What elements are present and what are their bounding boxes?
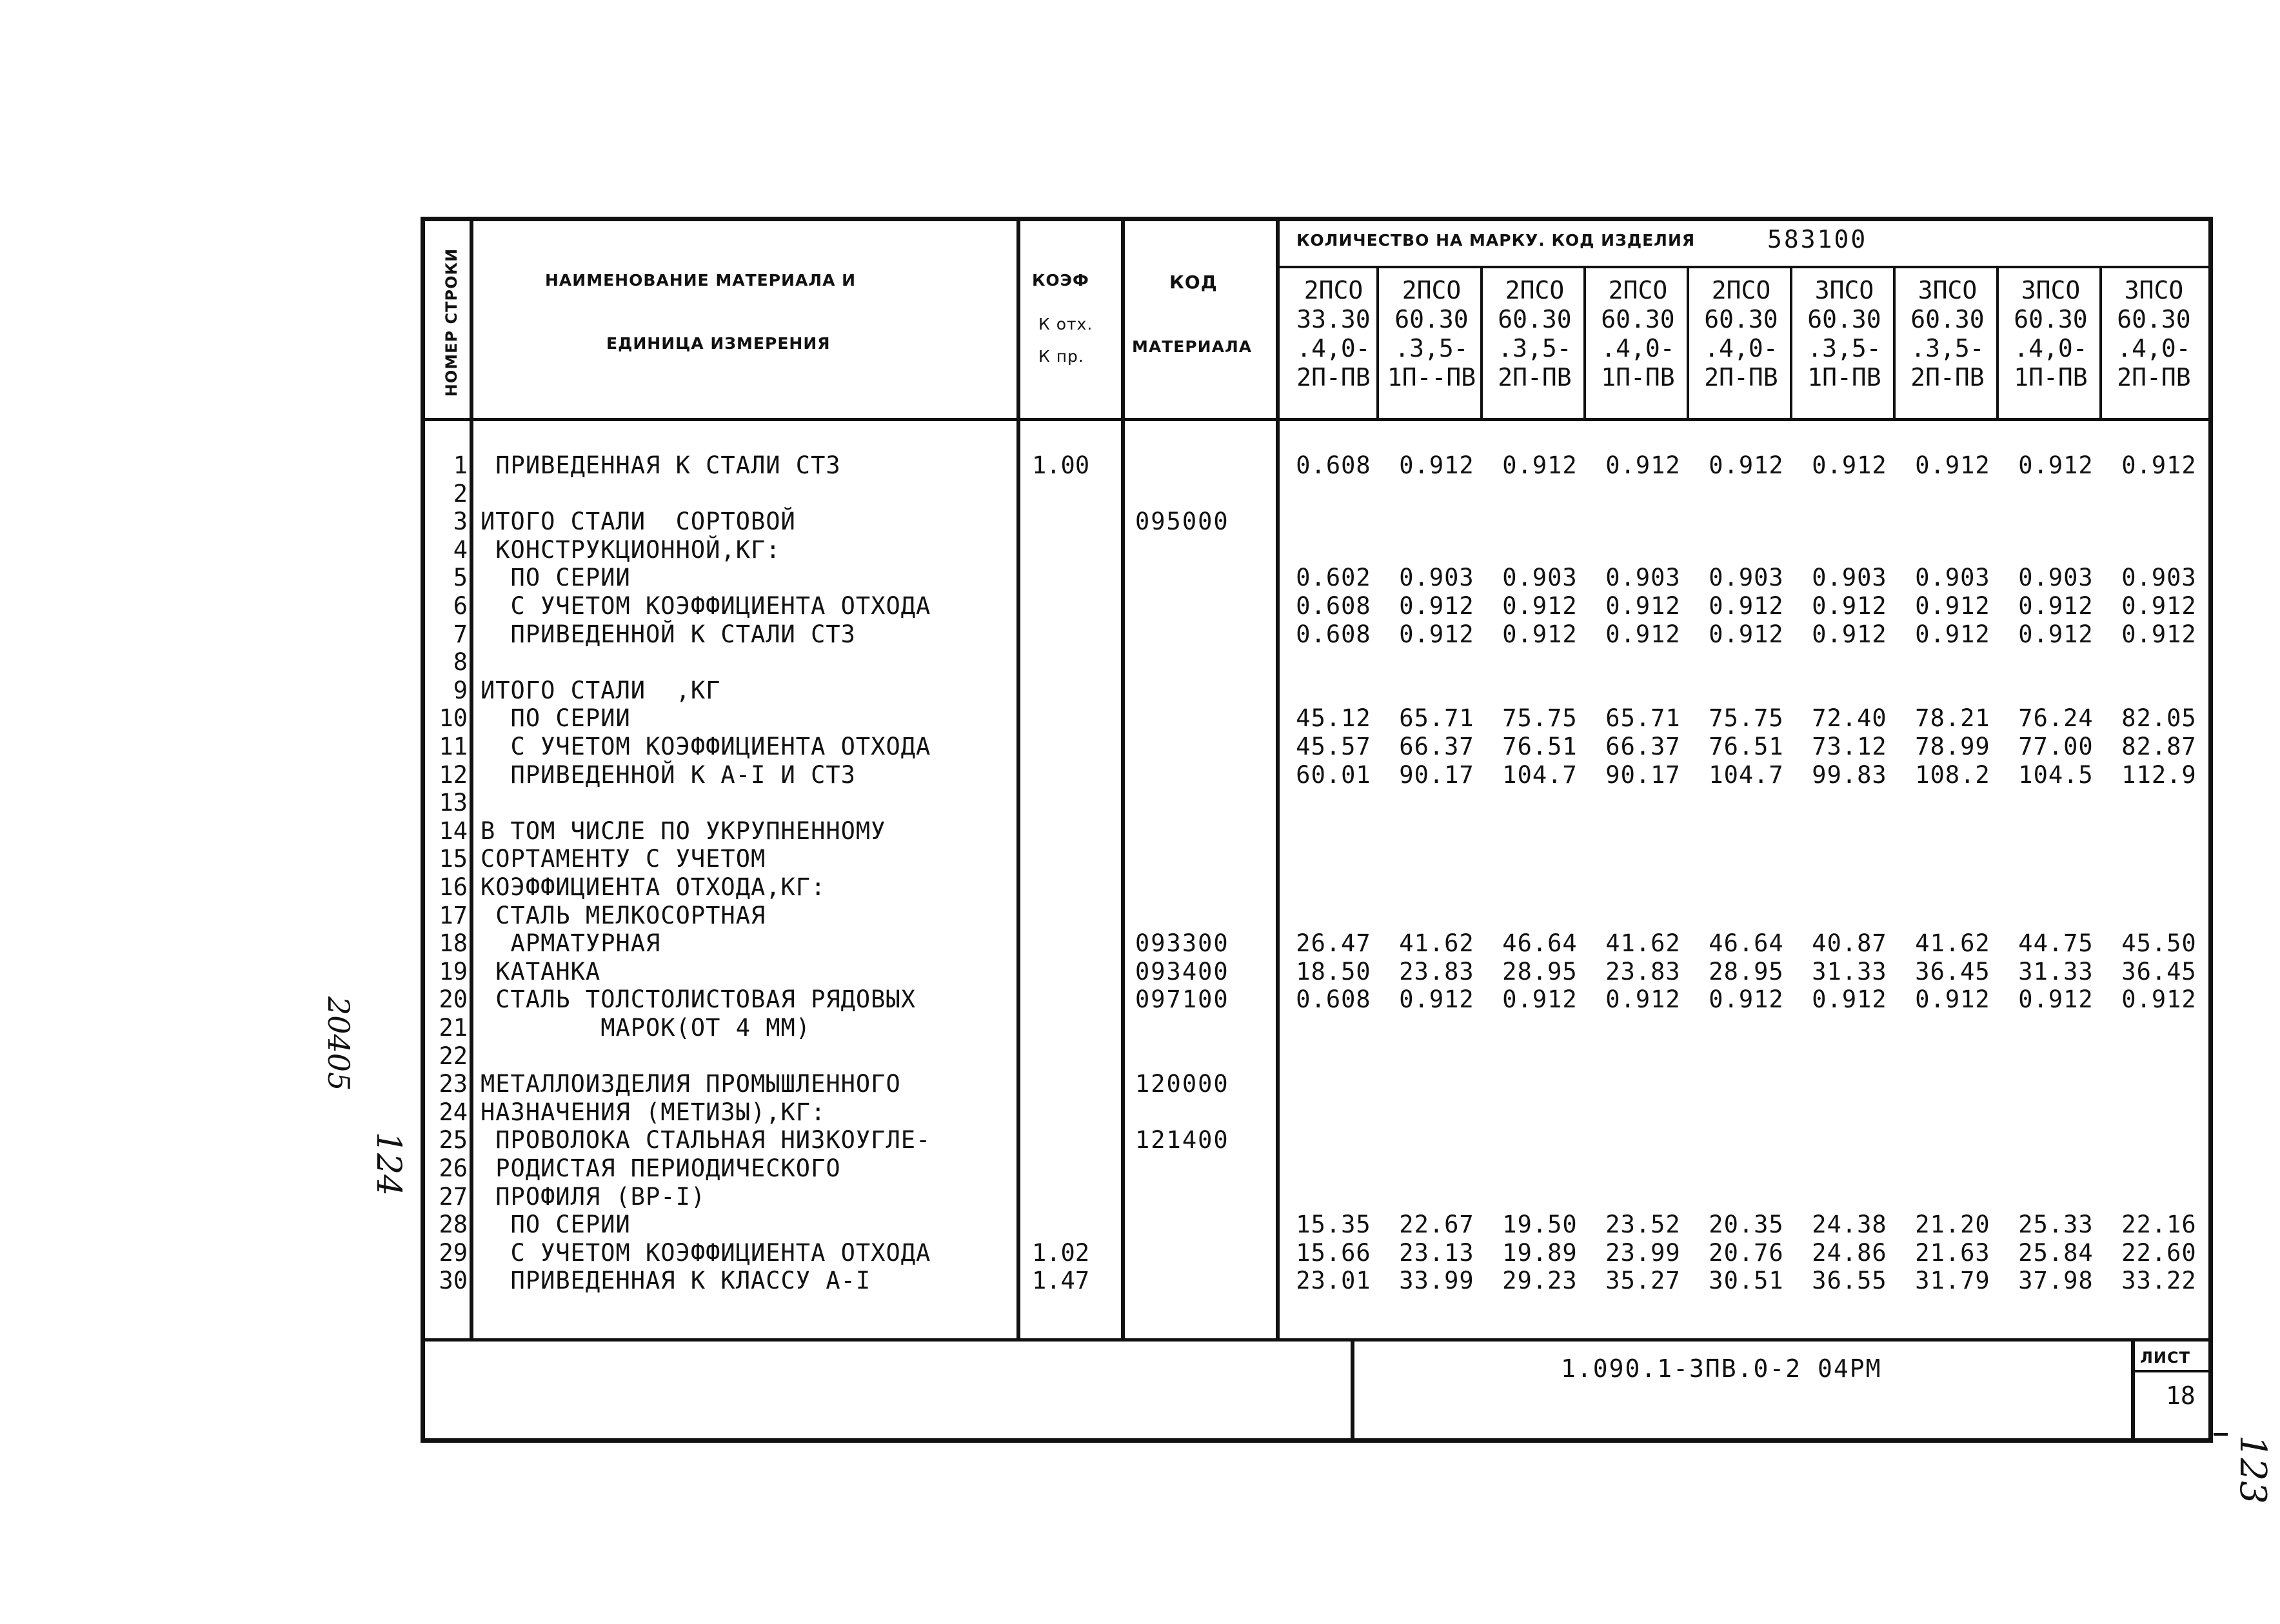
row-name: ПРИВЕДЕННОЙ К А-I И СТ3	[481, 760, 856, 789]
column-header-line: .4,0-	[1296, 334, 1371, 362]
value-cell: 0.912	[1709, 592, 1784, 620]
column-header	[2001, 276, 2101, 418]
value-cell: 76.51	[1709, 733, 1784, 760]
column-header-line: 2ПСО	[1402, 276, 1462, 304]
value-cell: 0.912	[1605, 451, 1681, 479]
column-header-line: 2П-ПВ	[1296, 363, 1371, 391]
row-number: 2	[453, 479, 468, 508]
value-cell: 0.608	[1296, 592, 1371, 620]
row-code: 093300	[1135, 929, 1229, 958]
quantity-header-line	[1277, 266, 2211, 268]
value-cell: 0.912	[2121, 451, 2197, 479]
value-cell: 0.912	[2018, 451, 2094, 479]
column-header-line: 1П--ПВ	[1387, 363, 1476, 391]
value-cell: 0.903	[1502, 564, 1578, 592]
value-cell: 23.99	[1605, 1238, 1681, 1267]
value-cell: 23.13	[1399, 1238, 1474, 1267]
value-cell: 82.05	[2121, 704, 2197, 733]
column-header-line: .4,0-	[1601, 334, 1675, 362]
value-cell: 0.903	[2018, 564, 2094, 592]
code-label-line1: КОД	[1169, 272, 1218, 293]
row-number-label: НОМЕР СТРОКИ	[442, 248, 461, 397]
column-header-line: 3ПСО	[2124, 276, 2184, 304]
row-number: 26	[439, 1154, 468, 1182]
column-header-line: .4,0-	[2014, 334, 2088, 362]
value-cell: 19.50	[1502, 1211, 1578, 1239]
value-cell: 0.912	[1502, 985, 1578, 1014]
value-cell: 31.33	[2018, 957, 2094, 985]
value-cell: 0.912	[1915, 985, 1990, 1014]
value-cell: 23.83	[1399, 957, 1474, 985]
value-cell: 0.912	[2121, 985, 2197, 1014]
value-cell: 112.9	[2121, 760, 2197, 789]
row-number: 8	[453, 648, 468, 677]
value-cell: 36.55	[1812, 1267, 1887, 1295]
row-code: 097100	[1135, 985, 1229, 1014]
value-cell: 82.87	[2121, 733, 2197, 760]
value-cell: 0.912	[1915, 620, 1990, 648]
value-cell: 0.608	[1296, 620, 1371, 648]
value-cell: 0.912	[1915, 592, 1990, 620]
column-header-line: 60.30	[1394, 305, 1469, 333]
value-cell: 0.903	[1399, 564, 1474, 592]
value-cell: 0.912	[1709, 985, 1784, 1014]
sheet-number: 18	[2166, 1381, 2196, 1410]
value-cell: 0.912	[1812, 620, 1887, 648]
column-header-line: 60.30	[1704, 305, 1778, 333]
column-header-line: 3ПСО	[2021, 276, 2081, 304]
value-cell: 0.912	[2018, 592, 2094, 620]
right-page-number: 123	[2232, 1435, 2274, 1504]
row-number: 3	[453, 508, 468, 536]
value-cell: 99.83	[1812, 760, 1887, 789]
rownum-divider	[470, 219, 473, 1340]
value-cell: 44.75	[2018, 929, 2094, 958]
sheet-box-left	[2131, 1340, 2135, 1441]
value-cell: 108.2	[1915, 760, 1990, 789]
value-cell: 15.66	[1296, 1238, 1371, 1267]
value-cell: 0.912	[1812, 592, 1887, 620]
value-cell: 21.63	[1915, 1238, 1990, 1267]
row-number: 14	[439, 817, 468, 845]
value-cell: 0.912	[1812, 985, 1887, 1014]
value-cell: 24.86	[1812, 1238, 1887, 1267]
sheet-box-mid	[2132, 1370, 2210, 1372]
value-cell: 0.903	[2121, 564, 2197, 592]
value-cell: 75.75	[1502, 704, 1578, 733]
column-header-line: 2ПСО	[1304, 276, 1363, 304]
row-name: КОНСТРУКЦИОННОЙ,КГ:	[481, 535, 781, 564]
value-cell: 0.608	[1296, 451, 1371, 479]
row-name: ПО СЕРИИ	[481, 1211, 631, 1239]
row-code: 095000	[1135, 508, 1229, 536]
value-cell: 18.50	[1296, 957, 1371, 985]
row-name: ПРОФИЛЯ (ВР-I)	[481, 1182, 706, 1211]
row-number: 25	[439, 1126, 468, 1154]
column-header-line: 33.30	[1296, 305, 1371, 333]
row-name: РОДИСТАЯ ПЕРИОДИЧЕСКОГО	[481, 1154, 841, 1182]
column-header-line: 60.30	[1601, 305, 1675, 333]
value-cell: 30.51	[1709, 1267, 1784, 1295]
row-number: 20	[439, 985, 468, 1014]
value-cell: 36.45	[2121, 957, 2197, 985]
row-code: 093400	[1135, 957, 1229, 985]
column-header-line: 60.30	[1910, 305, 1985, 333]
value-cell: 23.01	[1296, 1267, 1371, 1295]
row-name: ПО СЕРИИ	[481, 704, 631, 733]
value-cell: 104.5	[2018, 760, 2094, 789]
value-cell: 15.35	[1296, 1211, 1371, 1239]
row-number: 16	[439, 873, 468, 901]
row-name: КОЭФФИЦИЕНТА ОТХОДА,КГ:	[481, 873, 826, 901]
value-cell: 0.608	[1296, 985, 1371, 1014]
value-cell: 33.99	[1399, 1267, 1474, 1295]
row-code: 121400	[1135, 1126, 1229, 1154]
row-name: СТАЛЬ МЕЛКОСОРТНАЯ	[481, 901, 766, 929]
value-cell: 37.98	[2018, 1267, 2094, 1295]
value-cell: 20.35	[1709, 1211, 1784, 1239]
value-cell: 31.33	[1812, 957, 1887, 985]
coef-label-line2: К отх.	[1038, 315, 1093, 333]
column-header-line: .3,5-	[1910, 334, 1985, 362]
value-cell: 0.912	[1709, 451, 1784, 479]
column-header	[1794, 276, 1894, 418]
value-cell: 66.37	[1605, 733, 1681, 760]
column-header-line: 1П-ПВ	[1601, 363, 1675, 391]
value-cell: 22.67	[1399, 1211, 1474, 1239]
value-cell: 0.903	[1812, 564, 1887, 592]
row-number: 9	[453, 676, 468, 704]
value-cell: 66.37	[1399, 733, 1474, 760]
row-name: С УЧЕТОМ КОЭФФИЦИЕНТА ОТХОДА	[481, 1238, 931, 1267]
value-cell: 0.912	[2121, 620, 2197, 648]
row-coef: 1.00	[1032, 451, 1090, 479]
row-name: ПРОВОЛОКА СТАЛЬНАЯ НИЗКОУГЛЕ-	[481, 1126, 931, 1154]
column-header-line: 60.30	[2117, 305, 2191, 333]
value-cell: 75.75	[1709, 704, 1784, 733]
row-number: 10	[439, 704, 468, 733]
value-cell: 0.912	[2018, 620, 2094, 648]
value-cell: 28.95	[1709, 957, 1784, 985]
value-cell: 0.903	[1605, 564, 1681, 592]
row-name: МЕТАЛЛОИЗДЕЛИЯ ПРОМЫШЛЕННОГО	[481, 1070, 901, 1098]
column-header	[1898, 276, 1997, 418]
row-name: ИТОГО СТАЛИ ,КГ	[481, 676, 721, 704]
name-label-line2: ЕДИНИЦА ИЗМЕРЕНИЯ	[606, 334, 831, 353]
row-name: ПО СЕРИИ	[481, 564, 631, 592]
column-header-line: 60.30	[1498, 305, 1572, 333]
row-number: 27	[439, 1182, 468, 1211]
doc-code: 1.090.1-3ПВ.0-2 04РМ	[1561, 1354, 1882, 1383]
row-name: СТАЛЬ ТОЛСТОЛИСТОВАЯ РЯДОВЫХ	[481, 985, 917, 1014]
row-number: 21	[439, 1014, 468, 1042]
value-cell: 73.12	[1812, 733, 1887, 760]
column-header	[1691, 276, 1791, 418]
column-header-line: 1П-ПВ	[2014, 363, 2088, 391]
row-number: 15	[439, 845, 468, 873]
value-cell: 45.57	[1296, 733, 1371, 760]
column-header-line: 2П-ПВ	[1498, 363, 1572, 391]
value-cell: 60.01	[1296, 760, 1371, 789]
column-header-line: .3,5-	[1807, 334, 1881, 362]
row-name: В ТОМ ЧИСЛЕ ПО УКРУПНЕННОМУ	[481, 817, 886, 845]
value-cell: 41.62	[1605, 929, 1681, 958]
value-cell: 0.912	[1399, 985, 1474, 1014]
value-cell: 65.71	[1399, 704, 1474, 733]
column-header-line: 60.30	[1807, 305, 1881, 333]
row-number: 5	[453, 564, 468, 592]
value-cell: 36.45	[1915, 957, 1990, 985]
column-header-line: 2ПСО	[1711, 276, 1771, 304]
row-number: 7	[453, 620, 468, 648]
code-label-line2: МАТЕРИАЛА	[1132, 337, 1253, 356]
column-header-line: 3ПСО	[1814, 276, 1874, 304]
row-number: 1	[453, 451, 468, 479]
header-bottom-line	[422, 418, 2211, 421]
value-cell: 0.912	[1605, 620, 1681, 648]
value-cell: 0.912	[1399, 592, 1474, 620]
row-number: 12	[439, 760, 468, 789]
value-cell: 0.903	[1709, 564, 1784, 592]
row-number: 29	[439, 1238, 468, 1267]
value-cell: 0.912	[1915, 451, 1990, 479]
value-cell: 19.89	[1502, 1238, 1578, 1267]
row-number: 17	[439, 901, 468, 929]
value-cell: 33.22	[2121, 1267, 2197, 1295]
value-cell: 45.12	[1296, 704, 1371, 733]
frame-bottom	[421, 1438, 2213, 1443]
column-header	[1382, 276, 1482, 418]
quantity-label: КОЛИЧЕСТВО НА МАРКУ. КОД ИЗДЕЛИЯ	[1296, 231, 1696, 250]
value-cell: 78.99	[1915, 733, 1990, 760]
row-number: 6	[453, 592, 468, 620]
row-name: НАЗНАЧЕНИЯ (МЕТИЗЫ),КГ:	[481, 1098, 826, 1126]
row-number: 13	[439, 789, 468, 817]
name-divider	[1016, 219, 1020, 1340]
footer-divider	[1351, 1340, 1354, 1441]
row-number: 30	[439, 1267, 468, 1295]
value-cell: 28.95	[1502, 957, 1578, 985]
value-cell: 0.602	[1296, 564, 1371, 592]
value-cell: 45.50	[2121, 929, 2197, 958]
value-cell: 46.64	[1502, 929, 1578, 958]
row-name: С УЧЕТОМ КОЭФФИЦИЕНТА ОТХОДА	[481, 733, 931, 760]
row-name: С УЧЕТОМ КОЭФФИЦИЕНТА ОТХОДА	[481, 592, 931, 620]
column-header	[1284, 276, 1383, 418]
value-cell: 65.71	[1605, 704, 1681, 733]
coef-label-line3: К пр.	[1038, 347, 1084, 366]
value-cell: 104.7	[1502, 760, 1578, 789]
value-cell: 0.912	[1605, 985, 1681, 1014]
value-cell: 0.912	[2121, 592, 2197, 620]
value-cell: 0.912	[1502, 620, 1578, 648]
table-bottom-line	[422, 1338, 2211, 1342]
row-name: ПРИВЕДЕННОЙ К СТАЛИ СТ3	[481, 620, 856, 648]
coef-divider	[1121, 219, 1125, 1340]
column-header-line: .4,0-	[2117, 334, 2191, 362]
row-coef: 1.02	[1032, 1238, 1090, 1267]
value-cell: 20.76	[1709, 1238, 1784, 1267]
value-cell: 40.87	[1812, 929, 1887, 958]
column-header-line: .3,5-	[1394, 334, 1469, 362]
column-header-line: 1П-ПВ	[1807, 363, 1881, 391]
frame-right	[2208, 217, 2213, 1442]
value-cell: 90.17	[1399, 760, 1474, 789]
column-header-line: 2ПСО	[1505, 276, 1565, 304]
frame-top	[422, 217, 2212, 221]
value-cell: 41.62	[1915, 929, 1990, 958]
row-name: АРМАТУРНАЯ	[481, 929, 661, 958]
row-number: 22	[439, 1042, 468, 1070]
code-divider	[1276, 219, 1280, 1340]
column-header-line: 2П-ПВ	[1704, 363, 1778, 391]
value-cell: 35.27	[1605, 1267, 1681, 1295]
value-cell: 46.64	[1709, 929, 1784, 958]
value-cell: 25.84	[2018, 1238, 2094, 1267]
value-cell: 25.33	[2018, 1211, 2094, 1239]
column-header-line: 2ПСО	[1608, 276, 1668, 304]
value-cell: 29.23	[1502, 1267, 1578, 1295]
value-cell: 77.00	[2018, 733, 2094, 760]
value-cell: 72.40	[1812, 704, 1887, 733]
row-name: ПРИВЕДЕННАЯ К СТАЛИ СТ3	[481, 451, 841, 479]
value-cell: 0.912	[1399, 451, 1474, 479]
row-number: 11	[439, 733, 468, 760]
row-number: 23	[439, 1070, 468, 1098]
row-code: 120000	[1135, 1070, 1229, 1098]
value-cell: 0.912	[1605, 592, 1681, 620]
coef-label-line1: КОЭФ	[1032, 271, 1089, 290]
sheet-label: ЛИСТ	[2140, 1349, 2191, 1367]
column-header-line: 60.30	[2014, 305, 2088, 333]
value-cell: 0.912	[1709, 620, 1784, 648]
value-cell: 0.912	[1812, 451, 1887, 479]
column-header	[2104, 276, 2204, 418]
row-name: СОРТАМЕНТУ С УЧЕТОМ	[481, 845, 766, 873]
row-name: ИТОГО СТАЛИ СОРТОВОЙ	[481, 508, 796, 536]
row-number: 28	[439, 1211, 468, 1239]
value-cell: 0.912	[1502, 451, 1578, 479]
value-cell: 23.83	[1605, 957, 1681, 985]
column-header	[1485, 276, 1585, 418]
left-stamp-1: 20405	[321, 996, 356, 1091]
value-cell: 22.60	[2121, 1238, 2197, 1267]
value-cell: 0.912	[1502, 592, 1578, 620]
row-name: МАРОК(ОТ 4 ММ)	[481, 1014, 811, 1042]
row-number: 4	[453, 535, 468, 564]
left-stamp-2: 124	[369, 1132, 408, 1196]
value-cell: 104.7	[1709, 760, 1784, 789]
value-cell: 76.24	[2018, 704, 2094, 733]
value-cell: 41.62	[1399, 929, 1474, 958]
column-header	[1588, 276, 1688, 418]
column-header-line: .3,5-	[1498, 334, 1572, 362]
page-number-tick	[2214, 1433, 2228, 1436]
row-number: 18	[439, 929, 468, 958]
value-cell: 26.47	[1296, 929, 1371, 958]
row-coef: 1.47	[1032, 1267, 1090, 1295]
value-cell: 90.17	[1605, 760, 1681, 789]
column-header-line: 2П-ПВ	[2117, 363, 2191, 391]
value-cell: 23.52	[1605, 1211, 1681, 1239]
value-cell: 76.51	[1502, 733, 1578, 760]
value-cell: 22.16	[2121, 1211, 2197, 1239]
row-name: КАТАНКА	[481, 957, 601, 985]
product-code: 583100	[1767, 225, 1868, 253]
name-label-line1: НАИМЕНОВАНИЕ МАТЕРИАЛА И	[545, 271, 857, 290]
value-cell: 0.903	[1915, 564, 1990, 592]
row-name: ПРИВЕДЕННАЯ К КЛАССУ А-I	[481, 1267, 871, 1295]
row-number: 19	[439, 957, 468, 985]
value-cell: 21.20	[1915, 1211, 1990, 1239]
column-header-line: 3ПСО	[1918, 276, 1978, 304]
value-cell: 24.38	[1812, 1211, 1887, 1239]
column-header-line: .4,0-	[1704, 334, 1778, 362]
value-cell: 0.912	[1399, 620, 1474, 648]
row-number: 24	[439, 1098, 468, 1126]
value-cell: 31.79	[1915, 1267, 1990, 1295]
value-cell: 78.21	[1915, 704, 1990, 733]
value-cell: 0.912	[2018, 985, 2094, 1014]
column-header-line: 2П-ПВ	[1910, 363, 1985, 391]
